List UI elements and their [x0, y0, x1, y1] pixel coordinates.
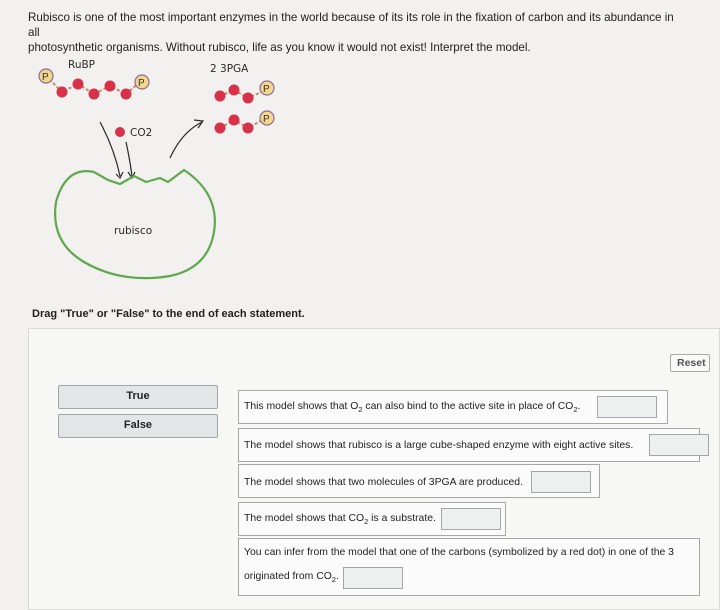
- statement-5-drop-zone[interactable]: [343, 567, 403, 589]
- carbon-atom: [229, 115, 240, 126]
- rubp-label: RuBP: [68, 59, 96, 71]
- phosphate-symbol: P: [42, 72, 49, 83]
- statement-4-drop-zone[interactable]: [441, 508, 501, 530]
- intro-line-1: Rubisco is one of the most important enzymes in the world because of its its role in the fixation of carbon and its abundance in all: [28, 11, 674, 39]
- carbon-atom: [243, 123, 254, 134]
- statement-3-drop-zone[interactable]: [531, 471, 591, 493]
- reset-button[interactable]: Reset: [670, 354, 710, 372]
- carbon-atom: [215, 123, 226, 134]
- rubp-molecule: [39, 69, 149, 100]
- statement-3-text: The model shows that two molecules of 3PGA are produced.: [244, 477, 523, 488]
- carbon-atom: [229, 85, 240, 96]
- rubisco-label: rubisco: [114, 225, 153, 237]
- statement-1-text: This model shows that $O_2$ can also bind to the active site in place of $CO_2$.: [244, 401, 581, 415]
- statement-2-text: The model shows that rubisco is a large cube-shaped enzyme with eight active sites.: [244, 440, 634, 451]
- carbon-atom: [243, 93, 254, 104]
- false-chip[interactable]: False: [58, 414, 218, 438]
- intro-paragraph: [28, 10, 678, 55]
- statement-4: [238, 502, 506, 536]
- carbon-atom: [215, 91, 226, 102]
- intro-line-2: photosynthetic organisms. Without rubisco, life as you know it would not exist! Interpret the model.: [28, 41, 531, 54]
- statement-2: [238, 428, 700, 462]
- carbon-atom: [121, 89, 132, 100]
- co2-carbon-atom: [115, 127, 125, 137]
- statement-5-line-1: You can infer from the model that one of the carbons (symbolized by a red dot) in one of the 3: [244, 547, 674, 558]
- carbon-atom: [57, 87, 68, 98]
- statement-5-line-2: originated from $CO_2$.: [244, 571, 339, 585]
- co2-label: CO2: [130, 127, 153, 139]
- pga-label: 2 3PGA: [210, 63, 249, 75]
- statement-2-drop-zone[interactable]: [649, 434, 709, 456]
- statement-1: [238, 390, 668, 424]
- instruction-text: Drag "True" or "False" to the end of each statement.: [32, 308, 305, 320]
- pga-molecule-2: [215, 111, 275, 134]
- statement-5: [238, 538, 700, 596]
- statement-3: [238, 464, 600, 498]
- phosphate-symbol: P: [263, 84, 270, 95]
- product-arrow: [170, 120, 203, 158]
- carbon-atom: [105, 81, 116, 92]
- statement-1-drop-zone[interactable]: [597, 396, 657, 418]
- carbon-atom: [73, 79, 84, 90]
- pga-molecule-1: [215, 81, 275, 104]
- rubisco-model-diagram: [22, 52, 302, 292]
- carbon-atom: [89, 89, 100, 100]
- statement-4-text: The model shows that $CO_2$ is a substrate.: [244, 513, 436, 527]
- phosphate-symbol: P: [138, 78, 145, 89]
- true-chip[interactable]: True: [58, 385, 218, 409]
- phosphate-symbol: P: [263, 114, 270, 125]
